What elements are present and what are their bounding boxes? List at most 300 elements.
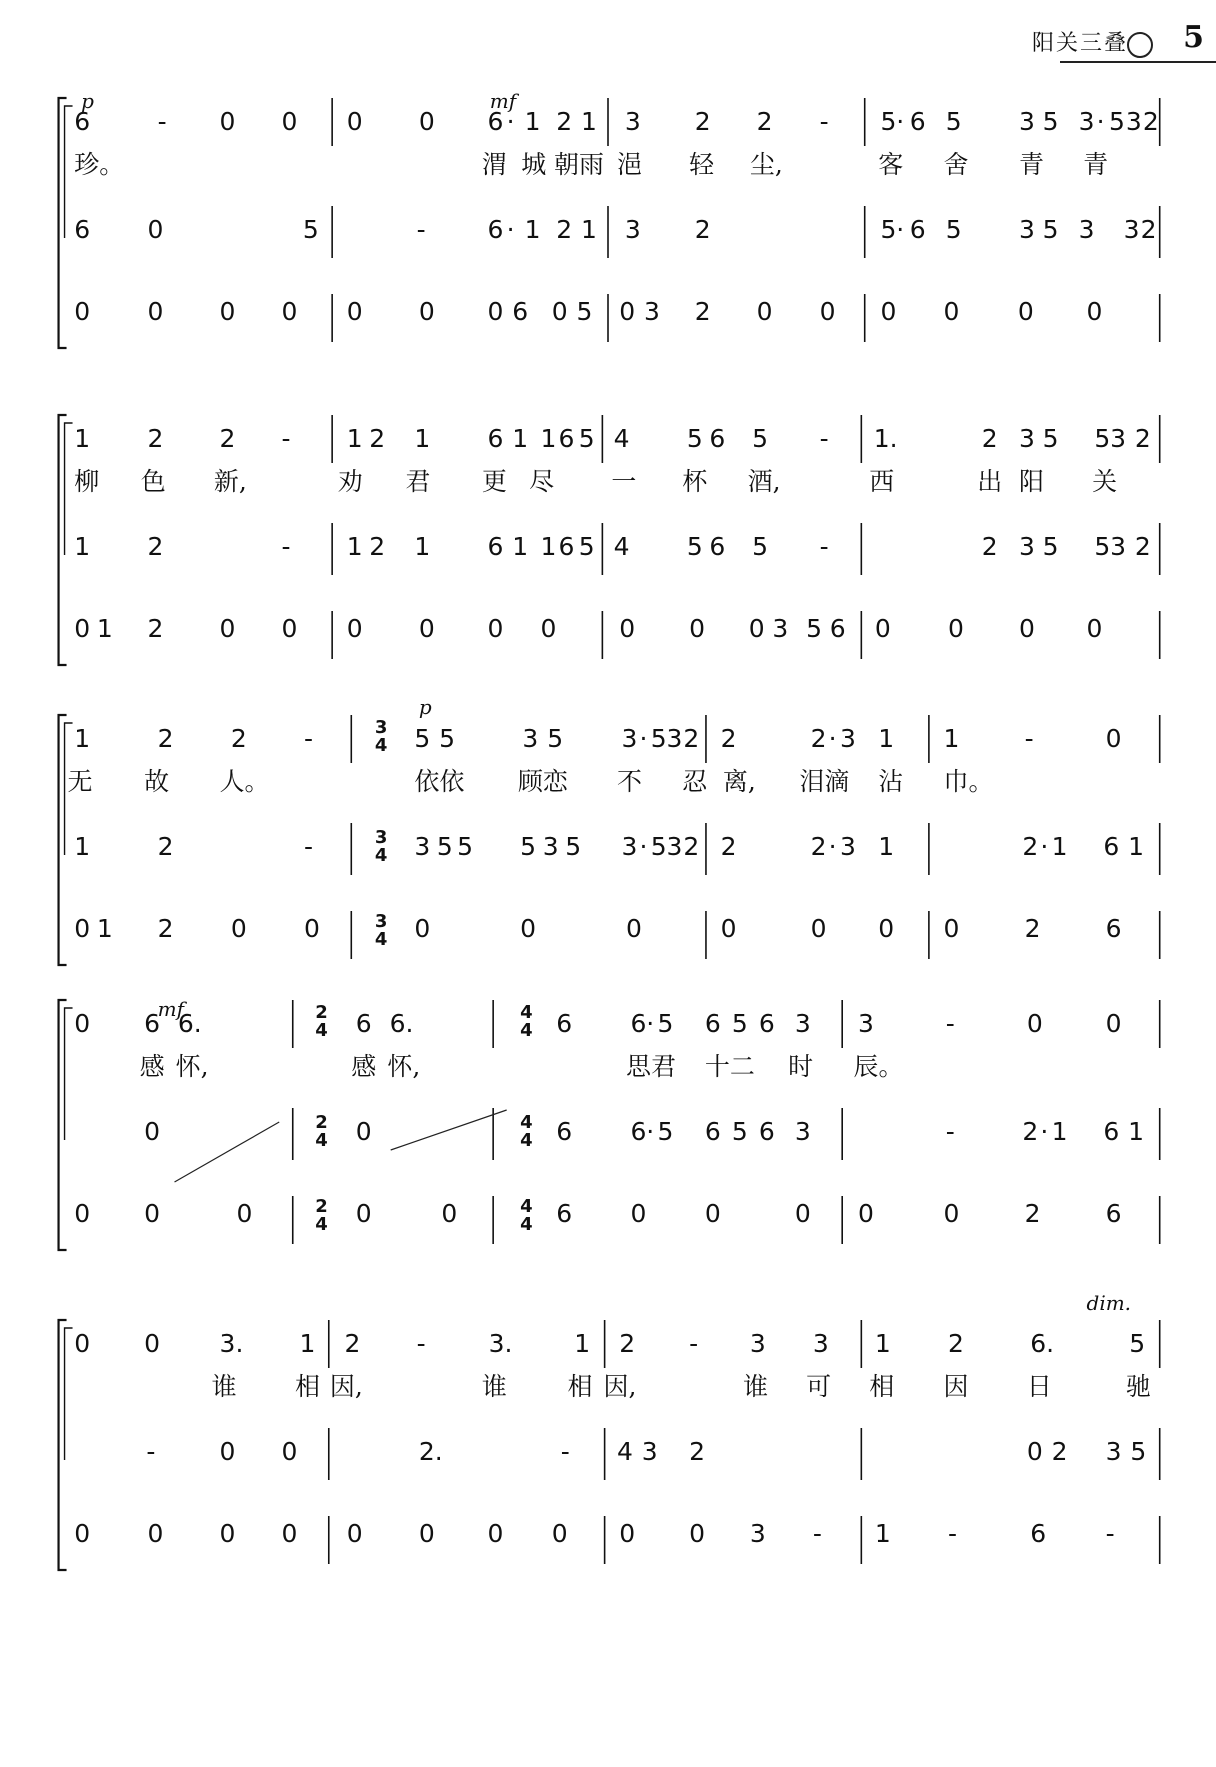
bass-note: 0: [948, 614, 964, 643]
voice-note: -: [281, 424, 291, 453]
voice-note: 3: [749, 1329, 766, 1358]
voice-note: 3.: [219, 1329, 244, 1358]
inst-note: 1: [1128, 1117, 1145, 1146]
inst-note: 2: [810, 832, 827, 861]
voice-note: 0: [74, 1329, 91, 1358]
bass-note: 0: [1018, 614, 1035, 643]
inst-note: 2: [689, 1437, 705, 1466]
bass-note: 0: [418, 297, 435, 326]
lyric-syllable: 青: [1083, 150, 1109, 179]
voice-note: 5: [1129, 1329, 1146, 1358]
inst-note: 1: [74, 832, 91, 861]
bass-note: 6: [1105, 914, 1122, 943]
voice-note: -: [689, 1329, 699, 1358]
inst-note: ·: [1040, 832, 1049, 861]
inst-note: 1: [524, 215, 541, 244]
voice-note: 2: [810, 724, 827, 753]
bass-note: 1: [96, 614, 113, 643]
voice-note: 3: [794, 1009, 811, 1038]
voice-note: 2: [981, 424, 998, 453]
bass-note: 0: [689, 614, 705, 643]
bass-note: 0: [720, 914, 737, 943]
bass-note: 0: [540, 614, 557, 643]
system-1: [59, 98, 1160, 348]
bass-note: 6: [512, 297, 529, 326]
voice-note: ·: [1096, 107, 1105, 136]
inst-note: 5: [578, 532, 595, 561]
lyric-syllable: 感: [139, 1052, 165, 1081]
lyric-syllable: 一: [611, 467, 637, 496]
inst-note: 5: [520, 832, 537, 861]
bass-note: -: [1105, 1519, 1115, 1548]
bass-note: 0: [551, 297, 568, 326]
voice-note: 0: [144, 1329, 161, 1358]
score-systems: [59, 98, 1160, 1570]
inst-note: 0: [355, 1117, 372, 1146]
inst-note: 5: [945, 215, 962, 244]
inst-note: 6: [1103, 832, 1120, 861]
bass-note: 0: [520, 914, 537, 943]
inst-note: 1: [74, 532, 91, 561]
bass-note: 0: [1017, 297, 1034, 326]
bass-note: 6: [556, 1199, 573, 1228]
bass-note: 0: [880, 297, 897, 326]
voice-note: 2: [948, 1329, 964, 1358]
inst-note: 1: [346, 532, 363, 561]
voice-note: 1.: [873, 424, 898, 453]
voice-note: 1: [74, 424, 91, 453]
inst-note: 3: [666, 832, 683, 861]
voice-note: 6.: [1030, 1329, 1055, 1358]
voice-note: ·: [646, 1009, 655, 1038]
bass-note: 0: [147, 1519, 164, 1548]
voice-note: 3: [621, 724, 638, 753]
bass-note: 6: [829, 614, 846, 643]
voice-note: 1: [299, 1329, 316, 1358]
inst-note: 6: [74, 215, 91, 244]
inst-note: -: [560, 1437, 570, 1466]
lyric-syllable: 不: [617, 767, 643, 796]
voice-note: -: [304, 724, 314, 753]
lyric-syllable: 时: [788, 1052, 814, 1081]
voice-note: 6: [487, 424, 504, 453]
bass-note: 0: [704, 1199, 721, 1228]
voice-note: 2: [147, 424, 164, 453]
lyric-syllable: 故: [144, 767, 170, 796]
bass-note: 0: [144, 1199, 161, 1228]
inst-note: -: [146, 1437, 156, 1466]
lyric-syllable: 阳: [1018, 467, 1044, 496]
inst-note: 3: [1078, 215, 1095, 244]
voice-note: 3: [666, 724, 683, 753]
voice-note: 5: [439, 724, 456, 753]
voice-note: -: [945, 1009, 955, 1038]
voice-note: 6: [487, 107, 504, 136]
inst-note: 6: [1103, 1117, 1120, 1146]
voice-note: 5: [945, 107, 962, 136]
bass-note: 0: [418, 1519, 435, 1548]
inst-note: 5: [1130, 1437, 1147, 1466]
page-number: 5: [1183, 20, 1204, 55]
inst-note: -: [416, 215, 426, 244]
bass-note: 0: [874, 614, 891, 643]
voice-note: -: [416, 1329, 426, 1358]
lyric-syllable: 离,: [722, 767, 756, 796]
lyric-syllable: 城: [521, 150, 547, 179]
bass-note: 0: [487, 1519, 504, 1548]
voice-note: 1: [574, 1329, 591, 1358]
inst-note: -: [304, 832, 314, 861]
bass-note: 0: [689, 1519, 705, 1548]
inst-note: 5: [436, 832, 453, 861]
voice-note: 6: [909, 107, 926, 136]
lyric-syllable: 劝: [337, 467, 363, 496]
inst-note: 6: [758, 1117, 775, 1146]
lyric-syllable: 渭: [481, 150, 507, 179]
lyric-syllable: 日: [1026, 1372, 1052, 1401]
inst-note: 5: [1042, 215, 1059, 244]
bass-note: 0: [74, 614, 91, 643]
bass-note: -: [812, 1519, 822, 1548]
inst-note: 6: [558, 532, 575, 561]
bass-note: 2: [694, 297, 711, 326]
inst-note: -: [819, 532, 829, 561]
system-bracket: [59, 415, 67, 665]
bass-note: 0: [346, 614, 363, 643]
voice-note: 5: [547, 724, 564, 753]
inst-note: 0: [1026, 1437, 1043, 1466]
inst-note: 3: [1105, 1437, 1122, 1466]
lyric-syllable: 更: [481, 467, 507, 496]
lyric-syllable: 客: [878, 150, 904, 179]
bass-note: 0: [230, 914, 247, 943]
inst-note: 2: [683, 832, 700, 861]
time-signature: 4: [374, 929, 388, 950]
time-signature: 4: [315, 1020, 328, 1041]
bass-note: 0: [878, 914, 895, 943]
inst-note: 6: [909, 215, 926, 244]
voice-note: 3: [522, 724, 539, 753]
inst-note: 5: [1094, 532, 1111, 561]
voice-note: 6: [758, 1009, 775, 1038]
lyric-syllable: 相: [567, 1372, 593, 1401]
inst-note: 5: [565, 832, 582, 861]
voice-note: -: [819, 107, 829, 136]
lyric-syllable: 青: [1018, 150, 1044, 179]
bass-note: 2: [1024, 914, 1041, 943]
voice-note: 5: [1042, 107, 1059, 136]
voice-note: 3: [1110, 424, 1127, 453]
voice-note: 5: [686, 424, 703, 453]
inst-note: ·: [506, 215, 515, 244]
voice-note: 2: [369, 424, 386, 453]
inst-note: 5: [650, 832, 667, 861]
dynamic-marking: p: [418, 695, 432, 719]
bass-note: 2: [147, 614, 164, 643]
lyric-syllable: 西: [869, 467, 895, 496]
lyric-syllable: 依依: [414, 767, 465, 796]
lyric-syllable: 人。: [219, 767, 270, 796]
inst-note: 1: [580, 215, 597, 244]
inst-note: 2: [981, 532, 998, 561]
lyric-syllable: 因,: [603, 1372, 637, 1401]
staff-brace: [65, 106, 73, 238]
dynamics: [81, 89, 1131, 1315]
bass-note: 0: [74, 914, 91, 943]
lyric-syllable: 相: [294, 1372, 321, 1401]
bass-note: 0: [810, 914, 827, 943]
bass-note: 5: [576, 297, 593, 326]
lyric-syllable: 沾: [878, 767, 904, 796]
voice-note: 6: [558, 424, 575, 453]
bass-note: 1: [874, 1519, 891, 1548]
inst-note: 6: [709, 532, 726, 561]
lyric-syllable: 杯: [682, 467, 708, 496]
voice-note: 6: [144, 1009, 161, 1038]
inst-note: 3: [839, 832, 856, 861]
system-bracket: [59, 98, 67, 348]
inst-note: 2: [1022, 832, 1039, 861]
inst-note: 5: [302, 215, 319, 244]
inst-note: 5: [1042, 532, 1059, 561]
inst-note: 4: [617, 1437, 633, 1466]
inst-note: -: [281, 532, 291, 561]
lyric-syllable: 十二: [704, 1052, 755, 1081]
inst-note: 2: [1134, 532, 1151, 561]
lyric-syllable: 感: [351, 1052, 377, 1081]
inst-note: 3: [1018, 532, 1035, 561]
voice-note: -: [819, 424, 829, 453]
voice-note: ·: [506, 107, 515, 136]
lyric-syllable: 忍: [682, 767, 708, 796]
system-5: [59, 1320, 1160, 1570]
lyric-syllable: 可: [806, 1372, 832, 1401]
staff-brace: [65, 1008, 73, 1140]
bass-note: 0: [943, 914, 960, 943]
time-signature: 4: [374, 845, 388, 866]
bass-note: 6: [1105, 1199, 1122, 1228]
lyric-syllable: 轻: [689, 150, 715, 179]
voice-note: ·: [639, 724, 648, 753]
lyric-syllable: 因,: [329, 1372, 363, 1401]
inst-note: 2: [369, 532, 386, 561]
voice-note: 3: [857, 1009, 874, 1038]
bass-note: -: [948, 1519, 958, 1548]
bass-note: 0: [619, 1519, 636, 1548]
inst-note: ·: [828, 832, 837, 861]
inst-note: ·: [1040, 1117, 1049, 1146]
voice-note: 1: [524, 107, 541, 136]
inst-note: 1: [540, 532, 557, 561]
dynamic-marking: dim.: [1086, 1291, 1132, 1315]
inst-note: 3: [641, 1437, 658, 1466]
voice-note: 6: [74, 107, 91, 136]
inst-note: 3: [1110, 532, 1127, 561]
voice-note: 3: [1018, 107, 1035, 136]
inst-note: 3: [1123, 215, 1140, 244]
inst-note: 1: [1051, 1117, 1068, 1146]
lyric-syllable: 朝雨: [553, 150, 604, 179]
bass-note: 0: [355, 1199, 372, 1228]
bass-note: 0: [304, 914, 320, 943]
voice-note: 5: [657, 1009, 674, 1038]
time-signature: 4: [520, 1196, 533, 1217]
voice-note: 0: [1105, 724, 1122, 753]
bass-note: 0: [236, 1199, 253, 1228]
voice-note: 0: [281, 107, 298, 136]
bass-note: 3: [772, 614, 789, 643]
inst-note: 1: [878, 832, 895, 861]
inst-note: 0: [219, 1437, 236, 1466]
inst-note: 5: [752, 532, 769, 561]
lyric-syllable: 驰: [1125, 1372, 1151, 1401]
voice-note: 5: [1042, 424, 1059, 453]
bass-note: 0: [74, 1199, 91, 1228]
bass-note: 0: [1086, 614, 1103, 643]
inst-note: 2: [556, 215, 573, 244]
lyric-syllable: 浥: [617, 150, 643, 179]
lyric-syllable: 相: [869, 1372, 895, 1401]
time-signature: 3: [374, 717, 388, 738]
voice-note: 2: [556, 107, 573, 136]
voice-note: 2: [1134, 424, 1151, 453]
voice-note: 2: [219, 424, 236, 453]
inst-note: 3: [794, 1117, 811, 1146]
inst-note: 6: [630, 1117, 647, 1146]
inst-note: 5: [880, 215, 897, 244]
bass-note: 0: [1086, 297, 1103, 326]
time-signature: 4: [520, 1214, 533, 1235]
bass-note: 0: [281, 1519, 298, 1548]
inst-note: 6: [556, 1117, 573, 1146]
inst-note: 2: [1022, 1117, 1039, 1146]
lyric-syllable: 怀,: [387, 1052, 421, 1081]
system-bracket: [59, 1320, 67, 1570]
voice-note: 5: [1109, 107, 1125, 136]
time-signature: 4: [520, 1020, 533, 1041]
voice-note: 6: [709, 424, 726, 453]
bass-note: 0: [219, 1519, 236, 1548]
voice-note: 6: [704, 1009, 721, 1038]
bass-note: 0: [619, 297, 636, 326]
system-4: [59, 1000, 1160, 1250]
inst-note: 5: [686, 532, 703, 561]
inst-note: ·: [896, 215, 905, 244]
voice-note: 6.: [177, 1009, 202, 1038]
inst-note: 2: [1051, 1437, 1068, 1466]
bass-note: 2: [1024, 1199, 1041, 1228]
lyric-syllable: 新,: [213, 467, 247, 496]
voice-note: 3: [1018, 424, 1035, 453]
lyric-syllable: 君: [405, 467, 431, 496]
lyric-syllable: 巾。: [943, 767, 994, 796]
time-signature: 4: [520, 1112, 533, 1133]
bass-note: 0: [74, 1519, 91, 1548]
voice-note: 0: [219, 107, 236, 136]
bass-note: 3: [644, 297, 660, 326]
bass-note: 0: [551, 1519, 568, 1548]
piece-title: 阳关三叠: [1031, 31, 1128, 56]
voice-note: 0: [1026, 1009, 1043, 1038]
lyric-syllable: 辰。: [853, 1052, 904, 1081]
bass-note: 0: [487, 297, 504, 326]
voice-note: 1: [874, 1329, 891, 1358]
voice-note: 6: [556, 1009, 573, 1038]
bass-note: 0: [943, 297, 960, 326]
voice-note: 1: [943, 724, 960, 753]
inst-note: 6: [487, 215, 504, 244]
bass-note: 0: [74, 297, 91, 326]
inst-note: ·: [639, 832, 648, 861]
voice-note: 3: [839, 724, 856, 753]
bass-note: 0: [346, 297, 363, 326]
voice-note: 6.: [389, 1009, 414, 1038]
inst-note: 3: [624, 215, 641, 244]
inst-note: 1: [1051, 832, 1068, 861]
bass-note: 0: [219, 297, 236, 326]
voice-note: 5: [578, 424, 595, 453]
voice-note: 2: [619, 1329, 636, 1358]
lyric-syllable: 谁: [743, 1372, 769, 1401]
lyric-syllable: 泪滴: [799, 767, 850, 796]
inst-note: 5: [731, 1117, 748, 1146]
time-signature: 2: [315, 1196, 328, 1217]
dynamic-marking: mf: [157, 997, 185, 1021]
inst-note: ·: [646, 1117, 655, 1146]
inst-note: 2: [720, 832, 737, 861]
voice-note: 6: [630, 1009, 647, 1038]
bass-note: 0: [147, 297, 164, 326]
voice-note: 5: [414, 724, 431, 753]
bass-note: 0: [819, 297, 836, 326]
staff-brace: [65, 423, 73, 555]
voice-note: 0: [418, 107, 435, 136]
inst-note: 5: [457, 832, 474, 861]
lyric-syllable: 酒,: [747, 467, 781, 496]
time-signature: 2: [315, 1002, 328, 1023]
lyric-syllable: 珍。: [74, 150, 125, 179]
lyric-syllable: 怀,: [175, 1052, 209, 1081]
inst-note: 1: [1128, 832, 1145, 861]
voice-note: 0: [346, 107, 363, 136]
voice-note: 3.: [488, 1329, 513, 1358]
voice-note: 1: [540, 424, 557, 453]
bass-note: 0: [219, 614, 236, 643]
lyric-syllable: 尽: [529, 467, 555, 496]
inst-note: 2: [1140, 215, 1157, 244]
bass-note: 3: [749, 1519, 766, 1548]
lyric-syllable: 出: [977, 467, 1003, 496]
voice-note: 6: [355, 1009, 372, 1038]
bass-note: 0: [414, 914, 431, 943]
inst-note: -: [945, 1117, 955, 1146]
bass-note: 0: [281, 297, 298, 326]
voice-note: 5: [650, 724, 667, 753]
inst-note: 0: [147, 215, 164, 244]
time-signature: 4: [315, 1130, 328, 1151]
bass-note: 0: [441, 1199, 458, 1228]
voice-note: 2: [230, 724, 247, 753]
voice-note: 1: [580, 107, 597, 136]
inst-note: 0: [281, 1437, 298, 1466]
inst-note: 0: [144, 1117, 161, 1146]
voice-note: -: [1024, 724, 1034, 753]
voice-note: 3: [812, 1329, 829, 1358]
bass-note: 1: [96, 914, 113, 943]
lyric-syllable: 谁: [481, 1372, 507, 1401]
voice-note: 2: [344, 1329, 361, 1358]
voice-note: 0: [74, 1009, 91, 1038]
